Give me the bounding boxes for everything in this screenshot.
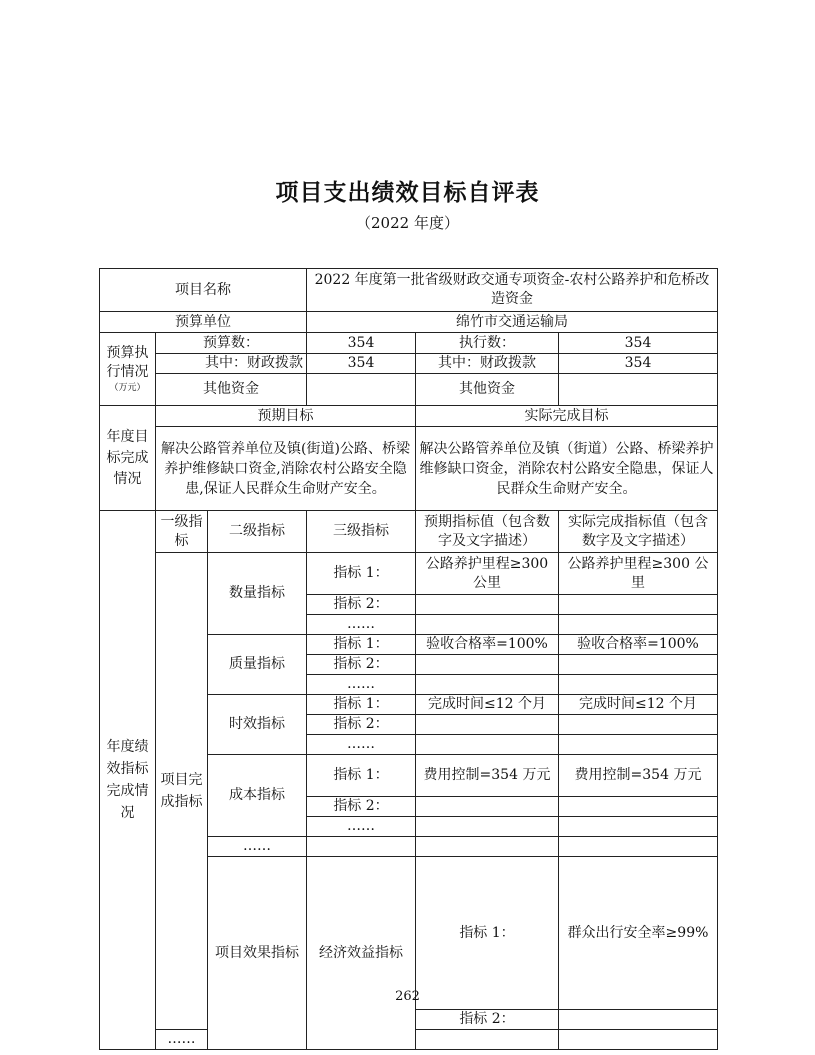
economic-actual-more	[559, 1030, 718, 1050]
col-header-expected: 预期指标值（包含数字及文字描述）	[416, 511, 559, 553]
fiscal-value-budget: 354	[307, 354, 416, 374]
page-number: 262	[395, 989, 420, 1004]
project-name-value: 2022 年度第一批省级财政交通专项资金-农村公路养护和危桥改造资金	[307, 269, 718, 312]
budget-amount-label: 预算数：	[156, 333, 307, 354]
col-header-level3: 三级指标	[307, 511, 416, 553]
timeliness-ellipsis: ……	[307, 735, 416, 755]
actual-goal-text: 解决公路管养单位及镇（街道）公路、桥梁养护维修缺口资金，消除农村公路安全隐患，保证人民群众生命财产安全。	[416, 427, 718, 511]
level2-ellipsis: ……	[208, 837, 307, 857]
timeliness-indicator-2: 指标 2：	[307, 715, 416, 735]
other-funds-label-executed: 其他资金	[416, 374, 559, 406]
other-funds-value-executed	[559, 374, 718, 406]
timeliness-actual-1: 完成时间≤12 个月	[559, 695, 718, 715]
budget-amount-value: 354	[307, 333, 416, 354]
executed-amount-value: 354	[559, 333, 718, 354]
cost-expected-more	[416, 817, 559, 837]
project-name-label: 项目名称	[100, 269, 307, 312]
col-header-level1: 一级指标	[156, 511, 208, 553]
cost-indicator-2: 指标 2：	[307, 797, 416, 817]
quantity-label: 数量指标	[208, 553, 307, 635]
economic-indicator-1: 指标 1：	[416, 857, 559, 1010]
budget-unit-label: 预算单位	[100, 312, 307, 333]
timeliness-actual-more	[559, 735, 718, 755]
other-funds-value-budget	[307, 374, 416, 406]
performance-table	[99, 268, 718, 1050]
fiscal-label-executed: 其中：财政拨款	[416, 354, 559, 374]
cost-actual-2	[559, 797, 718, 817]
quality-expected-1: 验收合格率=100%	[416, 635, 559, 655]
quality-actual-more	[559, 675, 718, 695]
economic-expected-2	[559, 1010, 718, 1030]
quality-actual-1: 验收合格率=100%	[559, 635, 718, 655]
cost-expected-1: 费用控制=354 万元	[416, 755, 559, 797]
expected-goal-header: 预期目标	[156, 406, 416, 427]
quantity-actual-more	[559, 615, 718, 635]
cost-actual-1: 费用控制=354 万元	[559, 755, 718, 797]
economic-label: 经济效益指标	[307, 857, 416, 1050]
timeliness-expected-2	[416, 715, 559, 735]
quantity-expected-more	[416, 615, 559, 635]
page-subtitle: （2022 年度）	[356, 214, 459, 232]
quality-label: 质量指标	[208, 635, 307, 695]
quality-ellipsis: ……	[307, 675, 416, 695]
cost-actual-more	[559, 817, 718, 837]
col-header-level2: 二级指标	[208, 511, 307, 553]
economic-expected-more	[416, 1030, 559, 1050]
col-header-actual: 实际完成指标值（包含数字及文字描述）	[559, 511, 718, 553]
group-effect-label: 项目效果指标	[208, 857, 307, 1050]
expected-blank	[416, 837, 559, 857]
actual-goal-header: 实际完成目标	[416, 406, 718, 427]
quantity-actual-2	[559, 595, 718, 615]
annual-goal-label: 年度目标完成情况	[100, 406, 156, 511]
economic-expected-1: 群众出行安全率≥99%	[559, 857, 718, 1010]
timeliness-indicator-1: 指标 1：	[307, 695, 416, 715]
perf-section-label: 年度绩效指标完成情况	[100, 511, 156, 1050]
quality-expected-2	[416, 655, 559, 675]
page-title: 项目支出绩效目标自评表	[275, 180, 540, 206]
budget-section-unit: （万元）	[109, 383, 146, 393]
economic-indicator-2: 指标 2：	[416, 1010, 559, 1030]
cost-indicator-1: 指标 1：	[307, 755, 416, 797]
budget-unit-value: 绵竹市交通运输局	[307, 312, 718, 333]
fiscal-value-executed: 354	[559, 354, 718, 374]
group-output-label: 项目完成指标	[156, 553, 208, 1030]
quantity-expected-1: 公路养护里程≥300 公里	[416, 553, 559, 595]
quality-indicator-2: 指标 2：	[307, 655, 416, 675]
fiscal-label-budget: 其中：财政拨款	[156, 354, 307, 374]
quality-actual-2	[559, 655, 718, 675]
quantity-indicator-2: 指标 2：	[307, 595, 416, 615]
cost-expected-2	[416, 797, 559, 817]
actual-blank	[559, 837, 718, 857]
timeliness-expected-1: 完成时间≤12 个月	[416, 695, 559, 715]
timeliness-expected-more	[416, 735, 559, 755]
level3-blank	[307, 837, 416, 857]
quantity-indicator-1: 指标 1：	[307, 553, 416, 595]
economic-ellipsis: ……	[156, 1030, 208, 1050]
quantity-expected-2	[416, 595, 559, 615]
timeliness-label: 时效指标	[208, 695, 307, 755]
cost-ellipsis: ……	[307, 817, 416, 837]
quality-expected-more	[416, 675, 559, 695]
expected-goal-text: 解决公路管养单位及镇(街道)公路、桥梁养护维修缺口资金,消除农村公路安全隐患,保证人民群众生命财产安全。	[156, 427, 416, 511]
timeliness-actual-2	[559, 715, 718, 735]
cost-label: 成本指标	[208, 755, 307, 837]
budget-section-title: 预算执行情况	[106, 345, 149, 380]
quantity-ellipsis: ……	[307, 615, 416, 635]
other-funds-label-budget: 其他资金	[156, 374, 307, 406]
budget-section-label	[100, 333, 156, 406]
quantity-actual-1: 公路养护里程≥300 公里	[559, 553, 718, 595]
executed-amount-label: 执行数：	[416, 333, 559, 354]
quality-indicator-1: 指标 1：	[307, 635, 416, 655]
